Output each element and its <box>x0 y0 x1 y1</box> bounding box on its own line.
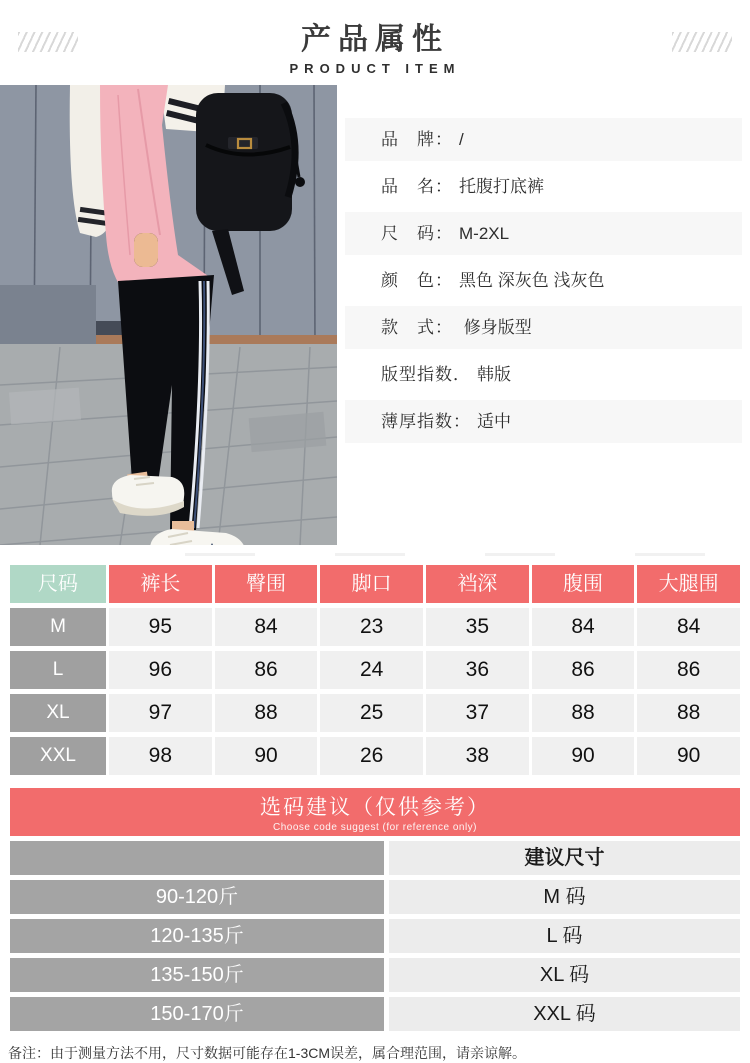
suggestion-size: M 码 <box>389 880 740 914</box>
attr-label: 款 式： <box>381 318 453 337</box>
size-chart-table <box>10 565 740 775</box>
size-chart-cell: 86 <box>532 651 635 689</box>
size-suggestion-banner <box>10 788 740 836</box>
size-chart-cell: 23 <box>320 608 423 646</box>
size-chart-header-size: 尺码 <box>10 565 106 603</box>
size-chart-cell: 98 <box>109 737 212 775</box>
attribute-row-thickness-index <box>345 400 742 443</box>
attribute-row-fit-index <box>345 353 742 396</box>
attr-value: / <box>459 130 464 149</box>
product-section <box>0 85 750 545</box>
suggestion-weight: 90-120斤 <box>10 880 384 914</box>
page-header <box>0 0 750 85</box>
size-chart-cell: 90 <box>637 737 740 775</box>
suggestion-weight: 120-135斤 <box>10 919 384 953</box>
attr-value: 黑色 深灰色 浅灰色 <box>459 271 605 290</box>
attr-value: 适中 <box>477 412 511 431</box>
attr-value: 修身版型 <box>459 318 532 337</box>
attr-value: 韩版 <box>477 365 511 384</box>
size-chart-cell: 38 <box>426 737 529 775</box>
suggestion-header-size: 建议尺寸 <box>389 841 740 875</box>
size-chart-header-thigh: 大腿围 <box>637 565 740 603</box>
attribute-row-style <box>345 306 742 349</box>
size-chart-cell: 88 <box>532 694 635 732</box>
size-chart-cell: 35 <box>426 608 529 646</box>
size-chart-cell: 88 <box>215 694 318 732</box>
attr-label: 品 名： <box>381 177 453 196</box>
size-chart-cell: 84 <box>637 608 740 646</box>
size-chart-header-belly: 腹围 <box>532 565 635 603</box>
attr-label: 薄厚指数： <box>381 412 471 431</box>
attr-label: 品 牌： <box>381 130 453 149</box>
size-chart-row-label: M <box>10 608 106 646</box>
size-chart-cell: 26 <box>320 737 423 775</box>
size-chart-cell: 86 <box>637 651 740 689</box>
hatch-left-decoration <box>18 32 78 52</box>
size-chart-row-label: L <box>10 651 106 689</box>
size-chart-cell: 25 <box>320 694 423 732</box>
suggestion-size: XXL 码 <box>389 997 740 1031</box>
suggestion-size: XL 码 <box>389 958 740 992</box>
attribute-list <box>345 118 742 447</box>
attr-value: M-2XL <box>459 224 510 243</box>
suggestion-header-empty <box>10 841 384 875</box>
size-chart-cell: 36 <box>426 651 529 689</box>
size-chart-header-hip: 臀围 <box>215 565 318 603</box>
hatch-right-decoration <box>672 32 732 52</box>
size-chart-header-leg-opening: 脚口 <box>320 565 423 603</box>
measurement-note: 备注：由于测量方法不用，尺寸数据可能存在1-3CM误差，属合理范围，请亲谅解。 <box>8 1045 527 1061</box>
attribute-row-brand <box>345 118 742 161</box>
size-chart-header-pant-length: 裤长 <box>109 565 212 603</box>
faint-divider <box>0 545 750 565</box>
size-chart-row-label: XXL <box>10 737 106 775</box>
size-chart-cell: 84 <box>215 608 318 646</box>
size-chart-cell: 88 <box>637 694 740 732</box>
size-chart-cell: 95 <box>109 608 212 646</box>
banner-title: 选码建议（仅供参考） <box>260 796 490 819</box>
product-photo <box>0 85 337 545</box>
page-title: 产品属性 <box>301 23 449 56</box>
size-chart-cell: 90 <box>532 737 635 775</box>
attr-value: 托腹打底裤 <box>459 177 544 196</box>
attribute-row-size <box>345 212 742 255</box>
size-chart-header-crotch-depth: 裆深 <box>426 565 529 603</box>
size-chart-cell: 84 <box>532 608 635 646</box>
attr-label: 颜 色： <box>381 271 453 290</box>
size-chart-cell: 97 <box>109 694 212 732</box>
size-chart-cell: 24 <box>320 651 423 689</box>
size-chart-cell: 86 <box>215 651 318 689</box>
page-subtitle: PRODUCT ITEM <box>289 61 461 76</box>
suggestion-weight: 135-150斤 <box>10 958 384 992</box>
size-suggestion-table <box>10 841 740 1031</box>
size-chart-cell: 96 <box>109 651 212 689</box>
attr-label: 尺 码： <box>381 224 453 243</box>
attr-label: 版型指数． <box>381 365 471 384</box>
suggestion-size: L 码 <box>389 919 740 953</box>
size-chart-cell: 37 <box>426 694 529 732</box>
banner-subtitle: Choose code suggest (for reference only) <box>273 822 477 833</box>
size-chart-cell: 90 <box>215 737 318 775</box>
suggestion-weight: 150-170斤 <box>10 997 384 1031</box>
size-chart-row-label: XL <box>10 694 106 732</box>
attribute-row-name <box>345 165 742 208</box>
attribute-row-color <box>345 259 742 302</box>
model-photo-illustration <box>0 85 337 545</box>
